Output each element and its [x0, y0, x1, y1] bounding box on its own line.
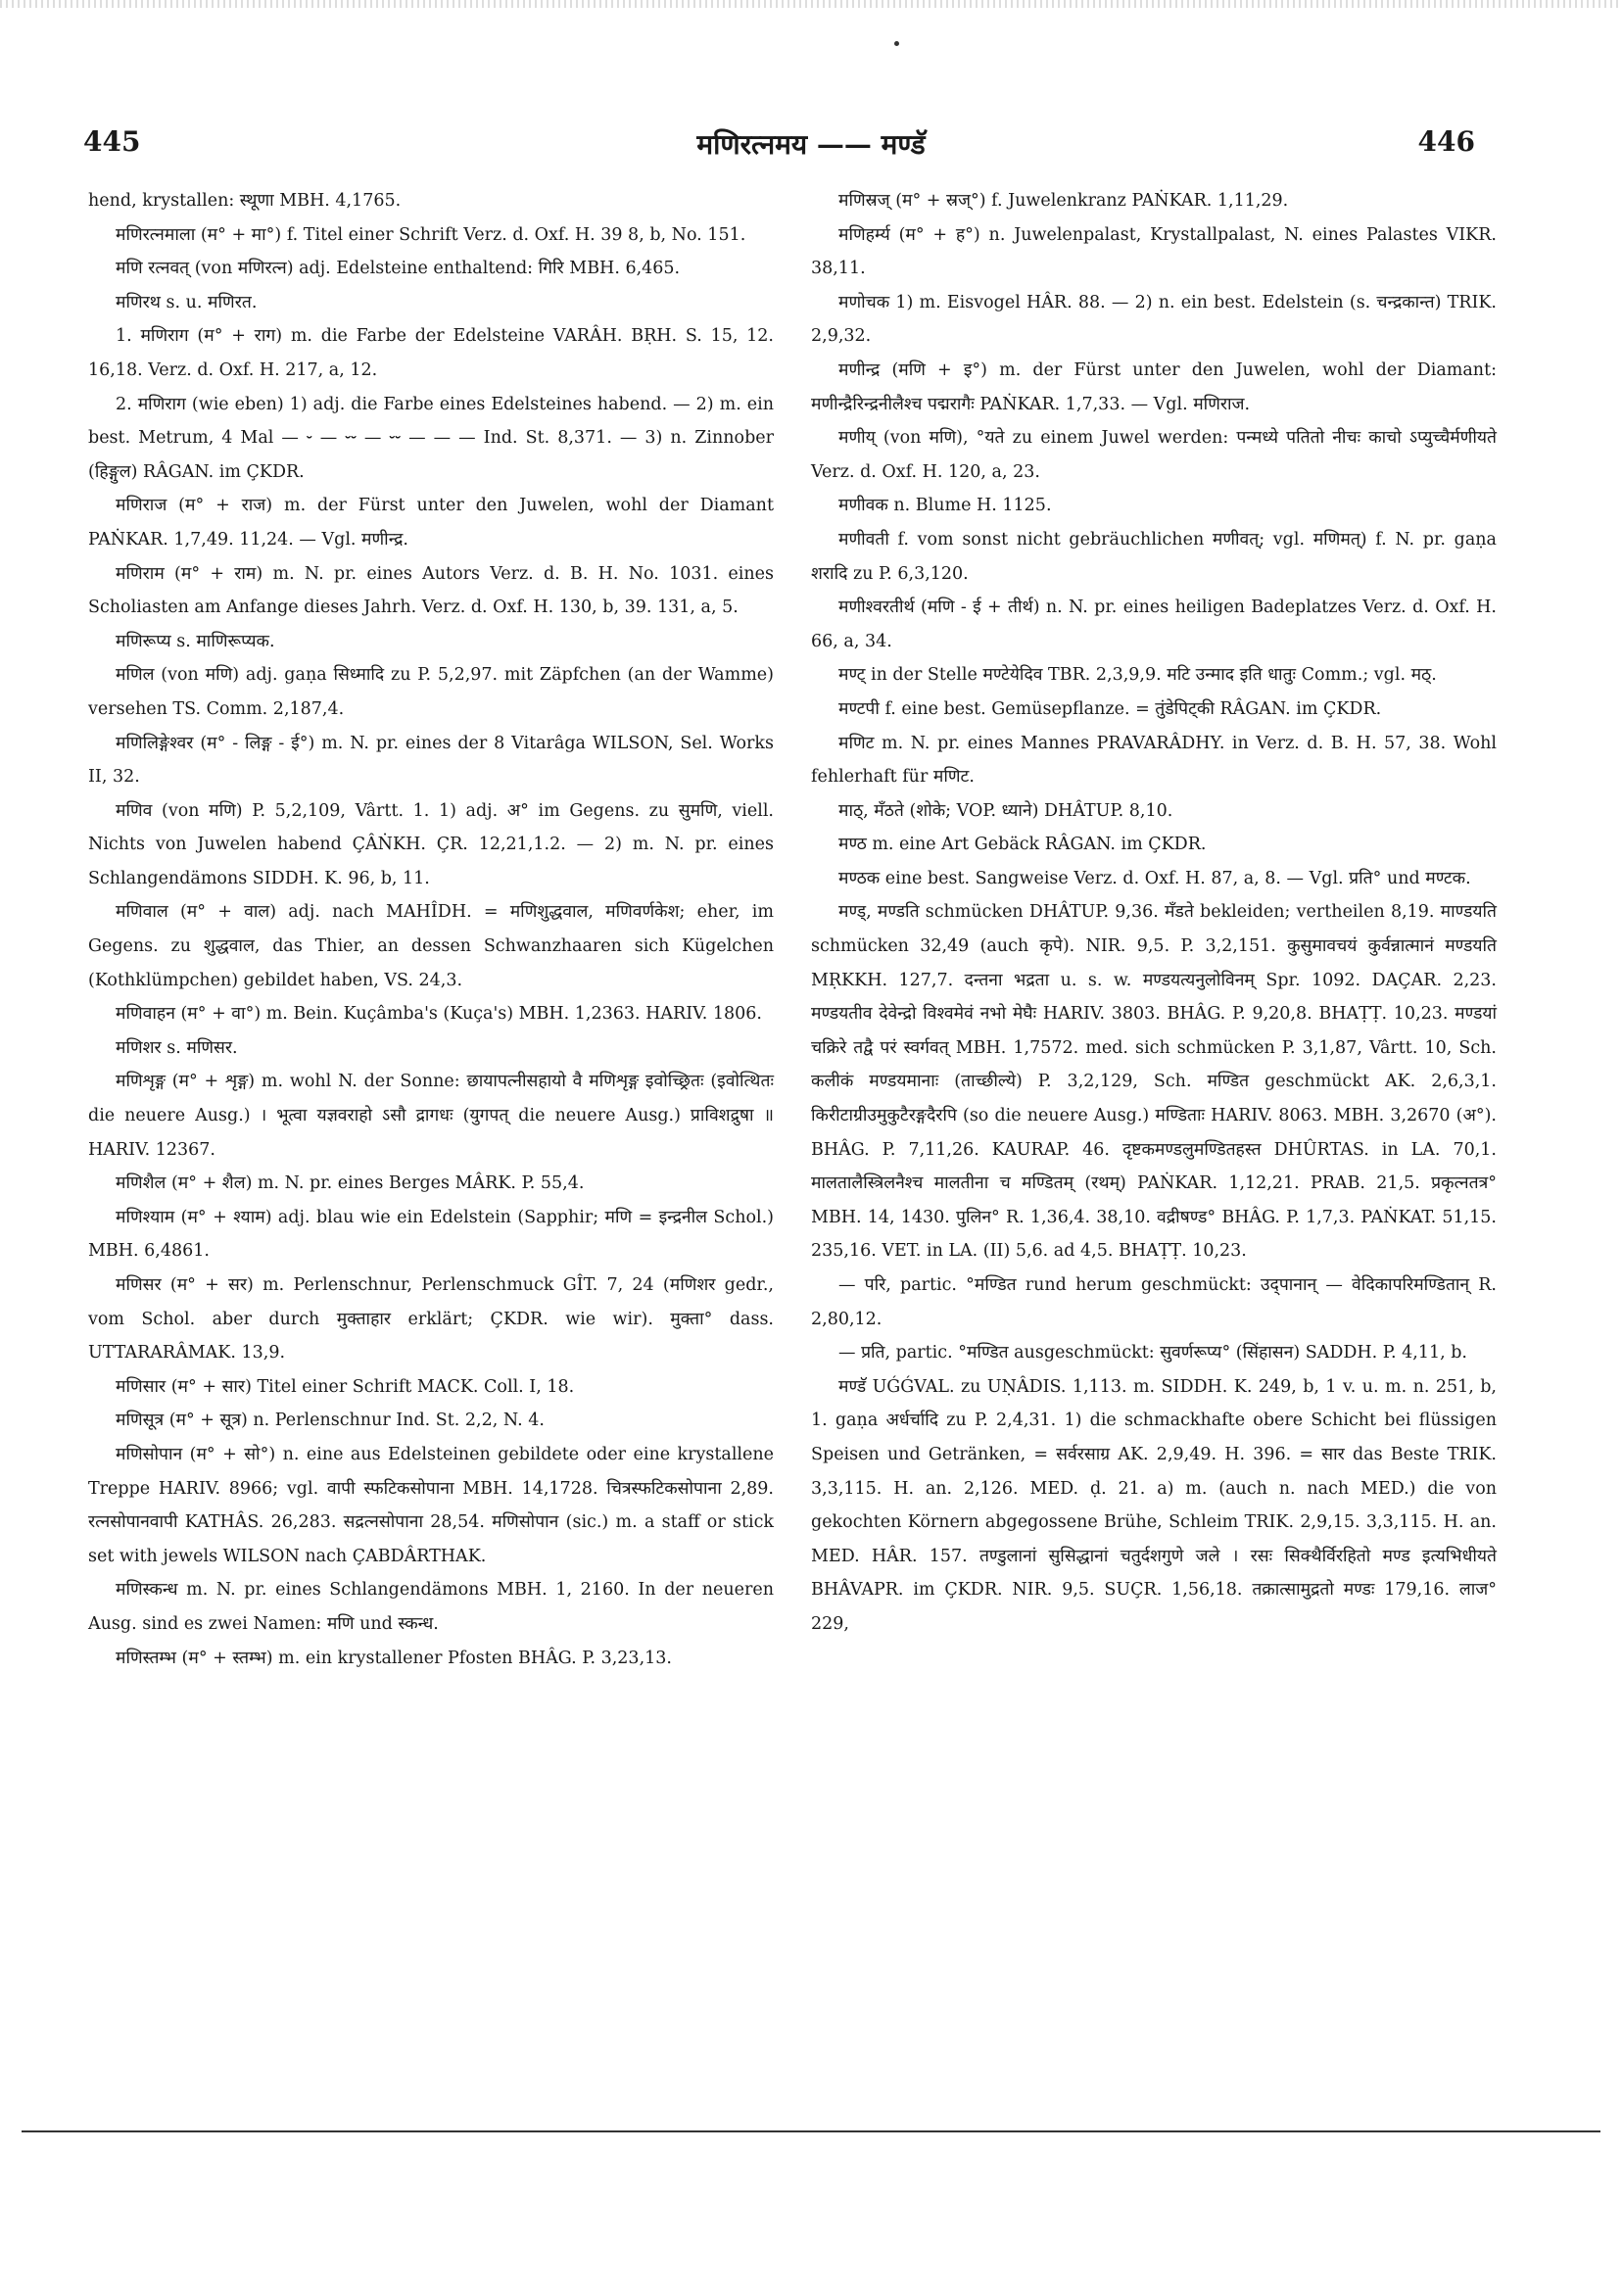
dictionary-entry: मण्ड्, मण्डति schmücken DHÂTUP. 9,36. मँडते bekleiden; vertheilen 8,19. माण्डयति schmücken 32,49 (auch कृपे). NIR. 9,5. P. 3,2,151. कुसुमावचयं कुर्वन्नात्मानं मण्डयति MṚKKH. 127,7. दन्तना भद्रता u. s. w. मण्डयत्यनुलोविनम् Spr. 1092. DAÇAR. 2,23. मण्डयतीव देवेन्द्रो विश्वमेवं नभो मेघैः HARIV. 3803. BHÂG. P. 9,20,8. BHAṬṬ. 10,23. मण्डयां चक्रिरे तद्वै परं स्वर्गवत् MBH. 1,7572. med. sich schmücken P. 3,1,87, Vârtt. 10, Sch. कलीकं मण्डयमानाः (ताच्छील्ये) P. 3,2,129, Sch. मण्डित geschmückt AK. 2,6,3,1. किरीटाग्रीउमुकुटैरङ्गदैरपि (so die neuere Ausg.) मण्डिताः HARIV. 8063. MBH. 3,2670 (अ°). BHÂG. P. 7,11,26. KAURAP. 46. दृष्टकमण्डलुमण्डितहस्त DHÛRTAS. in LA. 70,1. मालतालैस्त्रिलनैश्च मालतीना च मण्डितम् (रथम्) PAṄKAR. 1,12,21. PRAB. 21,5. प्रकृत्नतत्र° MBH. 14, 1430. पुलिन° R. 1,36,4. 38,10. वद्रीषण्ड° BHÂG. P. 1,7,3. PAṄKAT. 51,15. 235,16. VET. in LA. (II) 5,6. ad 4,5. BHAṬṬ. 10,23.: [811, 902, 1497, 1262]
scan-speck: [894, 41, 899, 46]
dictionary-entry: मणिसूत्र (म° + सूत्र) n. Perlenschnur Ind. St. 2,2, N. 4.: [116, 1411, 545, 1431]
dictionary-entry: मणिट m. N. pr. eines Mannes PRAVARÂDHY. in Verz. d. B. H. 57, 38. Wohl fehlerhaft für मणिट.: [811, 733, 1497, 788]
dictionary-entry: मणि रत्नवत् (von मणिरत्न) adj. Edelsteine enthaltend: गिरि MBH. 6,465.: [116, 259, 681, 279]
dictionary-entry: मणिसोपान (म° + सो°) n. eine aus Edelsteinen gebildete oder eine krystallene Treppe HARIV. 8966; vgl. वापी स्फटिकसोपाना MBH. 14,1728. चित्रस्फटिकसोपाना 2,89. रत्नसोपानवापी KATHÂS. 26,283. सद्रत्नसोपाना 28,54. मणिसोपान (sic.) m. a staff or stick set with jewels WILSON nach ÇABDÂRTHAK.: [88, 1444, 774, 1566]
page-number-right: 446: [1417, 125, 1475, 158]
dictionary-entry: माठ्, मँठते (शोके; VOP. ध्याने) DHÂTUP. 8,10.: [838, 800, 1173, 821]
dictionary-entry: मणिस्रज् (म° + स्रज्°) f. Juwelenkranz PAṄKAR. 1,11,29.: [838, 191, 1289, 211]
dictionary-entry: मण्ट् in der Stelle मण्टेयेदिव TBR. 2,3,9,9. मटि उन्माद इति धातुः Comm.; vgl. मठ्.: [838, 665, 1437, 686]
dictionary-entry: मणिस्कन्ध m. N. pr. eines Schlangendämons MBH. 1, 2160. In der neueren Ausg. sind es zwei Namen: मणि und स्कन्ध.: [88, 1580, 774, 1634]
dictionary-entry: 1. मणिराग (म° + राग) m. die Farbe der Edelsteine VARÂH. BṚH. S. 15, 12. 16,18. Verz. d. Oxf. H. 217, a, 12.: [88, 326, 774, 380]
dictionary-entry: मणिस्तम्भ (म° + स्तम्भ) m. ein krystallener Pfosten BHÂG. P. 3,23,13.: [116, 1648, 672, 1668]
dictionary-entry: मण्डॅ UǴǴVAL. zu UṆÂDIS. 1,113. m. SIDDH. K. 249, b, 1 v. u. m. n. 251, b, 1. gaṇa अर्धर्चादि zu P. 2,4,31. 1) die schmackhafte obere Schicht bei flüssigen Speisen und Getränken, = सर्वरसाग्र AK. 2,9,49. H. 396. = सार das Beste TRIK. 3,3,115. H. an. 2,126. MED. ḍ. 21. a) m. (auch n. nach MED.) die von gekochten Körnern abgegossene Brühe, Schleim TRIK. 2,9,15. 3,3,115. H. an. MED. HÂR. 157. तण्डुलानां सुसिद्धानां चतुर्दशगुणे जले । रसः सिक्थैर्विरहितो मण्ड इत्यभिधीयते BHÂVAPR. im ÇKDR. NIR. 9,5. SUÇR. 1,56,18. तक्रात्सामुद्रतो मण्डः 179,16. लाज° 229,: [811, 1376, 1497, 1634]
dictionary-entry: मण्ठ m. eine Art Gebäck RÂGAN. im ÇKDR.: [838, 835, 1207, 855]
left-column: [88, 184, 774, 1675]
dictionary-entry: मणिशैल (म° + शैल) m. N. pr. eines Berges MÂRK. P. 55,4.: [116, 1173, 585, 1194]
dictionary-entry: मणिव (von मणि) P. 5,2,109, Vârtt. 1. 1) adj. अ° im Gegens. zu सुमणि, viell. Nichts von Juwelen habend ÇÂṄKH. ÇR. 12,21,1.2. — 2) m. N. pr. eines Schlangendämons SIDDH. K. 96, b, 11.: [88, 800, 774, 888]
dictionary-entry: मणिवाल (म° + वाल) adj. nach MAHÎDH. = मणिशुद्धवाल, मणिवर्णकेश; eher, im Gegens. zu शुद्धवाल, das Thier, an dessen Schwanzhaaren sich Kügelchen (Kothklümpchen) gebildet haben, VS. 24,3.: [88, 902, 774, 990]
dictionary-entry: मणिसर (म° + सर) m. Perlenschnur, Perlenschmuck GÎT. 7, 24 (मणिशर gedr., vom Schol. aber durch मुक्ताहार erklärt; ÇKDR. wie wir). मुक्ता° dass. UTTARARÂMAK. 13,9.: [88, 1275, 774, 1363]
dictionary-entry: मणिहर्म्य (म° + ह°) n. Juwelenpalast, Krystallpalast, N. eines Palastes VIKR. 38,11.: [811, 224, 1497, 279]
dictionary-entry: — परि, partic. °मण्डित rund herum geschmückt: उद्पानान् — वेदिकापरिमण्डितान् R. 2,80,12.: [811, 1275, 1497, 1329]
footer-rule: [22, 2130, 1600, 2132]
running-title: मणिरत्नमय —— मण्डॅ: [696, 128, 926, 161]
dictionary-entry: मणिशृङ्ग (म° + शृङ्ग) m. wohl N. der Sonne: छायापत्नीसहायो वै मणिशृङ्ग इवोच्छ्रितः (इवोत्थितः die neuere Ausg.) । भूत्वा यज्ञवराहो ऽसौ द्रागधः (युगपत् die neuere Ausg.) प्राविशद्रुषा ॥ HARIV. 12367.: [88, 1072, 774, 1160]
dictionary-entry: मणिशर s. मणिसर.: [116, 1037, 238, 1058]
dictionary-entry: मणिराज (म° + राज) m. der Fürst unter den Juwelen, wohl der Diamant PAṄKAR. 1,7,49. 11,24. — Vgl. मणीन्द्र.: [88, 496, 774, 550]
dictionary-entry: मणीय् (von मणि), °यते zu einem Juwel werden: पन्मध्ये पतितो नीचः काचो ऽप्युच्चैर्मणीयते Verz. d. Oxf. H. 120, a, 23.: [811, 428, 1497, 482]
dictionary-entry: मणिवाहन (म° + वा°) m. Bein. Kuçâmba's (Kuça's) MBH. 1,2363. HARIV. 1806.: [116, 1004, 762, 1025]
scan-edge: [0, 0, 1622, 8]
dictionary-entry: मणिलिङ्गेश्वर (म° - लिङ्ग - ई°) m. N. pr. eines der 8 Vitarâga WILSON, Sel. Works II, 32.: [88, 733, 774, 788]
dictionary-entry: मण्ठक eine best. Sangweise Verz. d. Oxf. H. 87, a, 8. — Vgl. प्रति° und मण्टक.: [838, 868, 1471, 888]
dictionary-entry: मणिश्याम (म° + श्याम) adj. blau wie ein Edelstein (Sapphir; मणि = इन्द्रनील Schol.) MBH. 6,4861.: [88, 1207, 774, 1262]
dictionary-entry: मणिल (von मणि) adj. gaṇa सिध्मादि zu P. 5,2,97. mit Zäpfchen (an der Wamme) versehen TS. Comm. 2,187,4.: [88, 665, 774, 719]
dictionary-entry: मणीश्वरतीर्थ (मणि - ई + तीर्थ) n. N. pr. eines heiligen Badeplatzes Verz. d. Oxf. H. 66, a, 34.: [811, 598, 1497, 651]
page-number-left: 445: [83, 125, 141, 158]
dictionary-entry: मणीवक n. Blume H. 1125.: [838, 496, 1052, 516]
dictionary-entry: hend, krystallen: स्थूणा MBH. 4,1765.: [88, 191, 402, 211]
dictionary-entry: मणिरूप्य s. माणिरूप्यक.: [116, 631, 275, 651]
dictionary-entry: मणिराम (म° + राम) m. N. pr. eines Autors Verz. d. B. H. No. 1031. eines Scholiasten am Anfange dieses Jahrh. Verz. d. Oxf. H. 130, b, 39. 131, a, 5.: [88, 563, 774, 618]
dictionary-entry: मणीवती f. vom sonst nicht gebräuchlichen मणीवत्; vgl. मणिमत्) f. N. pr. gaṇa शरादि zu P. 6,3,120.: [811, 529, 1497, 584]
dictionary-entry: मणिरथ s. u. मणिरत.: [116, 292, 258, 312]
dictionary-entry: मणोचक 1) m. Eisvogel HÂR. 88. — 2) n. ein best. Edelstein (s. चन्द्रकान्त) TRIK. 2,9,32.: [811, 292, 1497, 347]
dictionary-entry: मणिरत्नमाला (म° + मा°) f. Titel einer Schrift Verz. d. Oxf. H. 39 8, b, No. 151.: [116, 224, 746, 245]
dictionary-entry: — प्रति, partic. °मण्डित ausgeschmückt: सुवर्णरूप्य° (सिंहासन) SADDH. P. 4,11, b.: [838, 1343, 1467, 1363]
dictionary-entry: मणिसार (म° + सार) Titel einer Schrift MACK. Coll. I, 18.: [116, 1376, 575, 1397]
dictionary-entry: मणीन्द्र (मणि + इ°) m. der Fürst unter den Juwelen, wohl der Diamant: मणीन्द्रैरिन्द्रनीलैश्च पद्मरागैः PAṄKAR. 1,7,33. — Vgl. मणिराज.: [811, 359, 1497, 414]
dictionary-entry: 2. मणिराग (wie eben) 1) adj. die Farbe eines Edelsteines habend. — 2) m. ein best. Metrum, 4 Mal — ⏑ — ⏑⏑ — ⏑⏑ — — — Ind. St. 8,371. — 3) n. Zinnober (हिङ्गुल) RÂGAN. im ÇKDR.: [88, 394, 774, 482]
right-column: [811, 184, 1497, 1642]
dictionary-entry: मण्टपी f. eine best. Gemüsepflanze. = तुंडेपिट्की RÂGAN. im ÇKDR.: [838, 698, 1382, 719]
